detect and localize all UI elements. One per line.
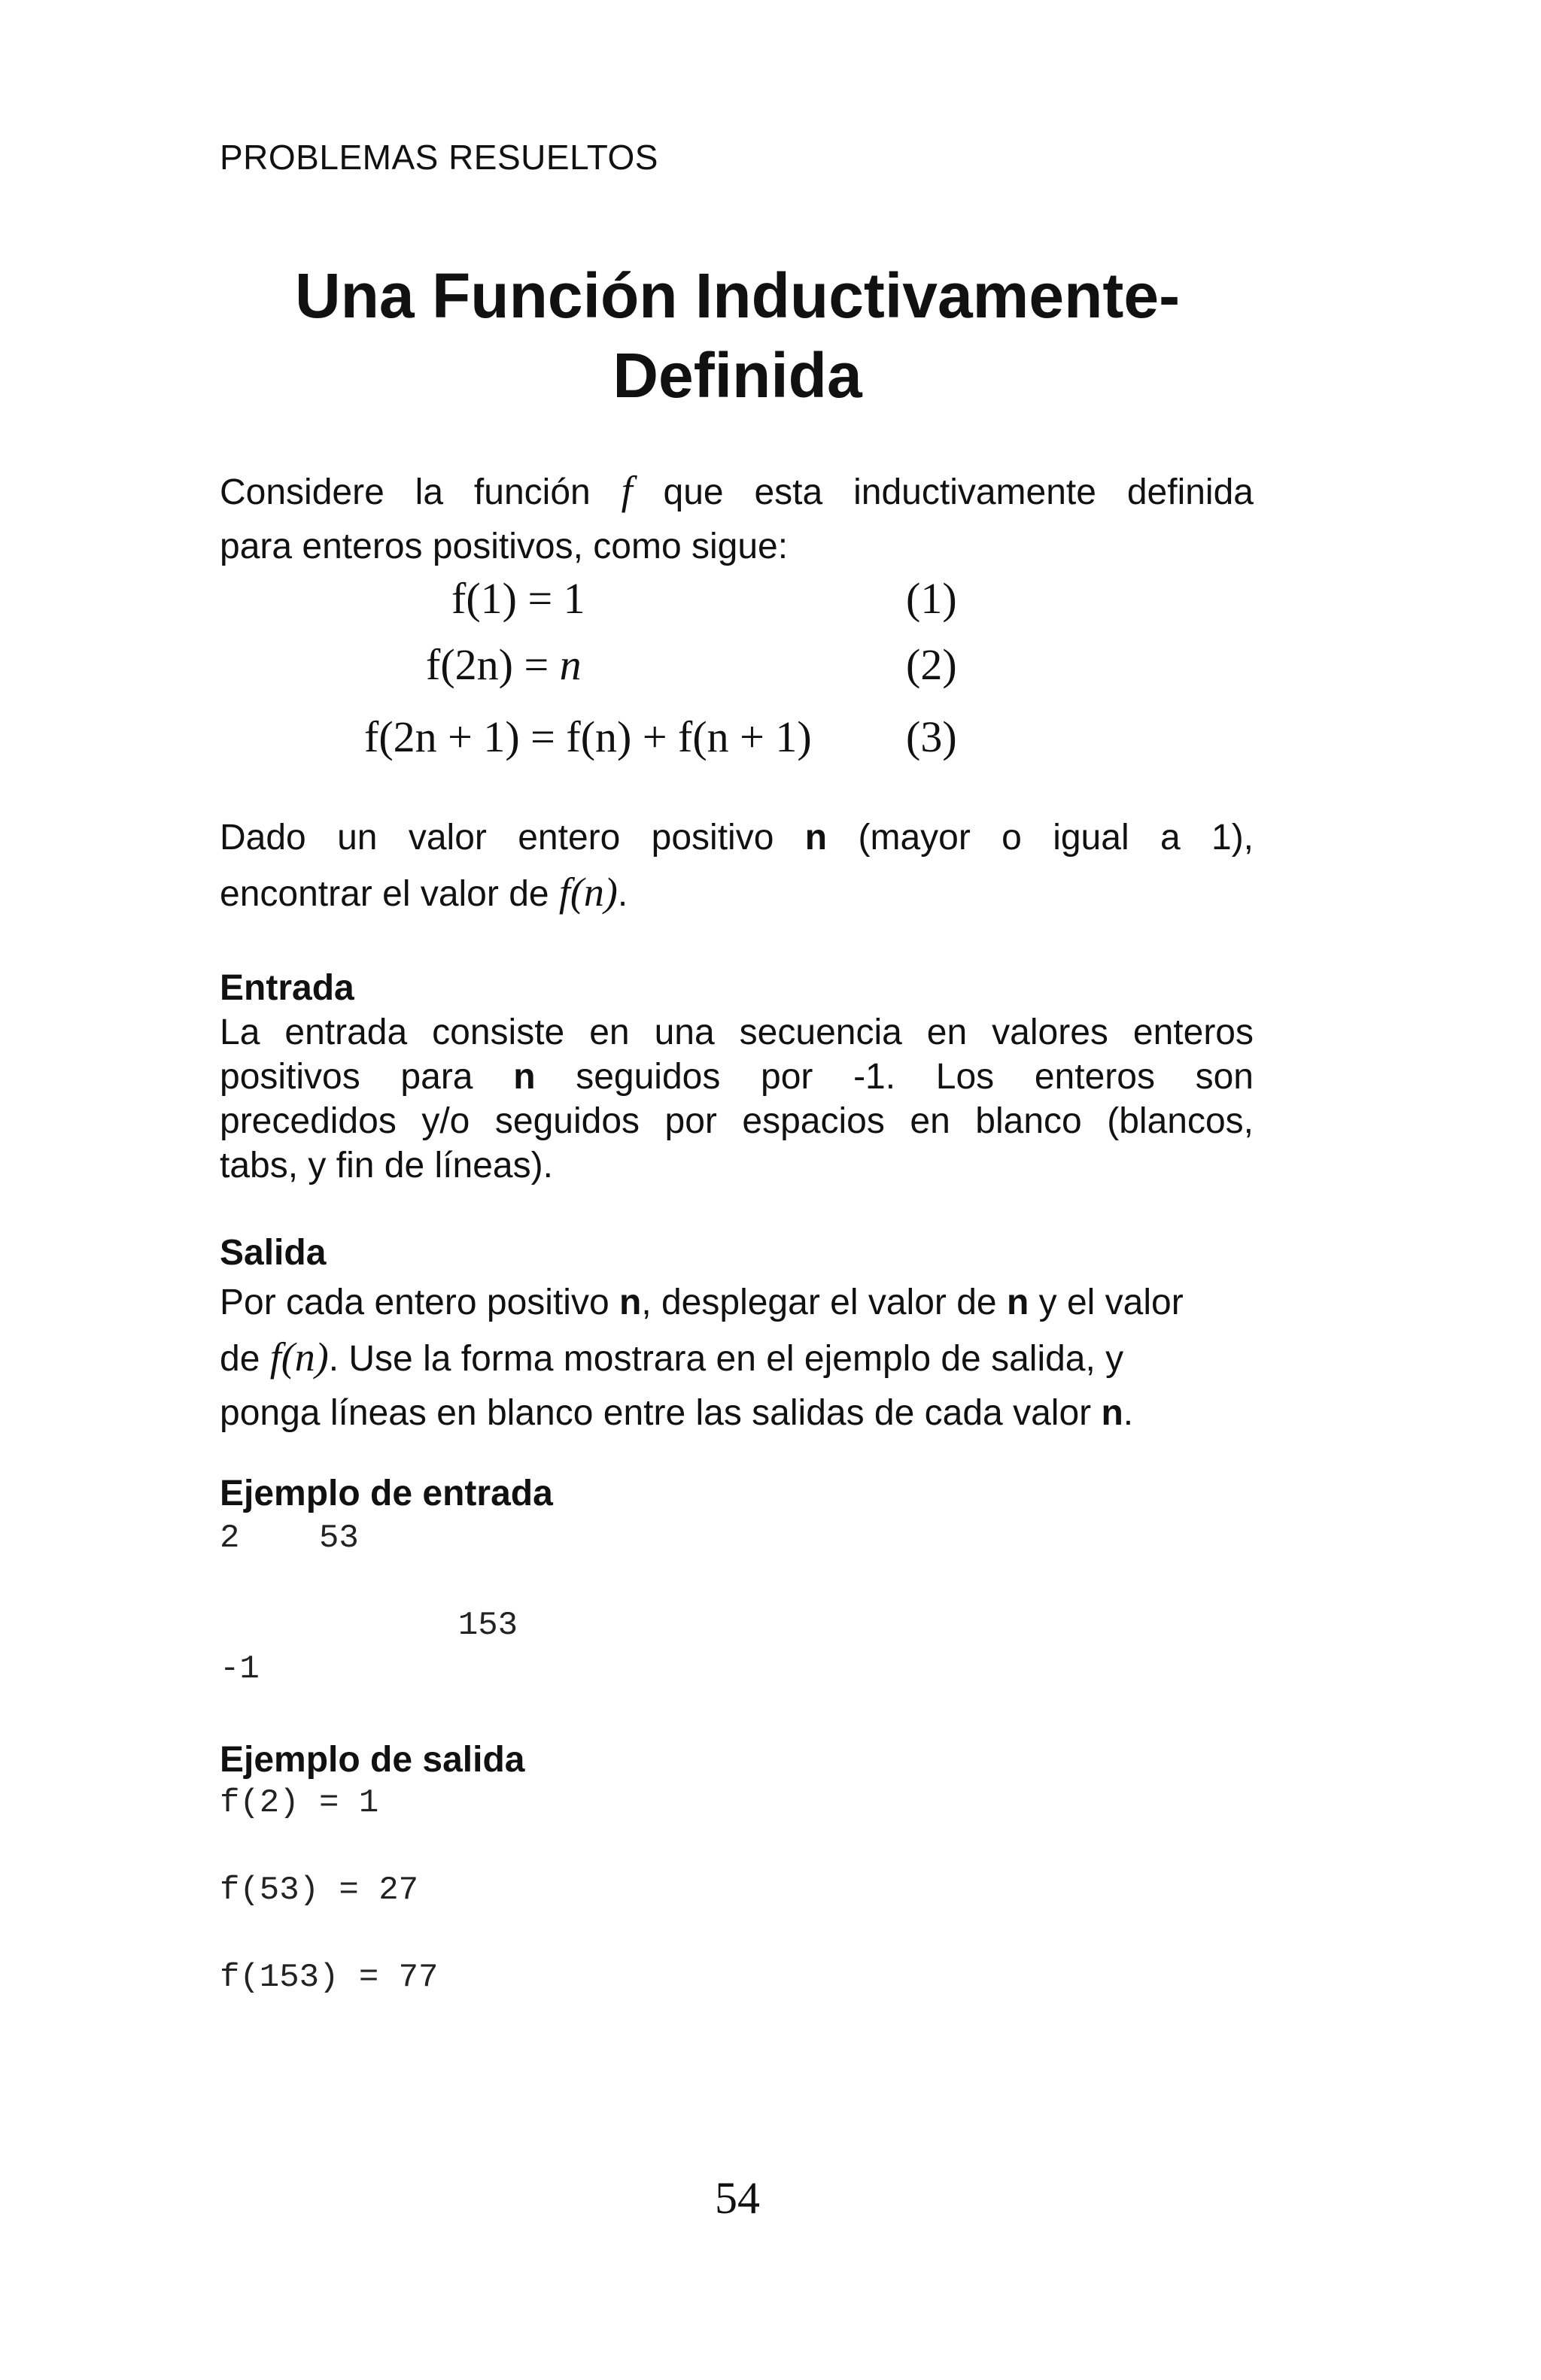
ejemplo-entrada-heading: Ejemplo de entrada (220, 1474, 553, 1513)
given-paragraph (220, 811, 1254, 921)
fn-symbol: f(n) (558, 870, 618, 915)
entrada-section: Entrada La entrada consiste en una secuencia en valores enteros positivos para n seguidos por -1. Los enteros son precedidos y/o seguidos por espacios en blanco (blancos, tabs, y fin de líneas). (220, 966, 1254, 1188)
title-line-1: Una Función Inductivamente- (294, 260, 1181, 331)
salida-heading: Salida (220, 1233, 327, 1273)
equation-1: f(1) = 1 (451, 574, 585, 623)
equation-1-number: (1) (906, 574, 957, 623)
equation-2-number: (2) (906, 640, 957, 689)
equation-2: f(2n) = n (426, 640, 582, 689)
sample-output-line-1: f(2) = 1 (220, 1784, 379, 1822)
given-line-1: Dado un valor entero positivo n (mayor o igual a 1), (220, 818, 1254, 858)
title-line-2: Definida (612, 340, 862, 411)
page-number: 54 (715, 2173, 760, 2223)
page-title (0, 256, 1475, 415)
fn-symbol: f(n) (269, 1334, 329, 1380)
given-line-2: encontrar el valor de f(n). (220, 870, 628, 915)
sample-output-line-3: f(153) = 77 (220, 1959, 439, 1996)
ejemplo-salida-heading: Ejemplo de salida (220, 1740, 525, 1780)
sample-output-line-2: f(53) = 27 (220, 1872, 419, 1909)
running-head: PROBLEMAS RESUELTOS (220, 138, 658, 177)
intro-line-1: Considere la función f que esta inductivamente definida (220, 468, 1254, 513)
function-symbol: f (621, 468, 633, 513)
entrada-heading: Entrada (220, 968, 354, 1008)
salida-section: Salida Por cada entero positivo n, desplegar el valor de n y el valor de f(n). Use la forma mostrara en el ejemplo de salida, y ponga líneas en blanco entre las salidas de cada valor n. (220, 1231, 1254, 1440)
equation-3-number: (3) (906, 712, 957, 761)
intro-line-2: para enteros positivos, como sigue: (220, 527, 789, 566)
sample-input-line-3: -1 (220, 1650, 260, 1688)
intro-paragraph (220, 463, 1254, 574)
equation-3: f(2n + 1) = f(n) + f(n + 1) (364, 712, 812, 761)
sample-input-line-2: 153 (220, 1607, 518, 1644)
sample-input-line-1: 2 53 (220, 1519, 359, 1557)
